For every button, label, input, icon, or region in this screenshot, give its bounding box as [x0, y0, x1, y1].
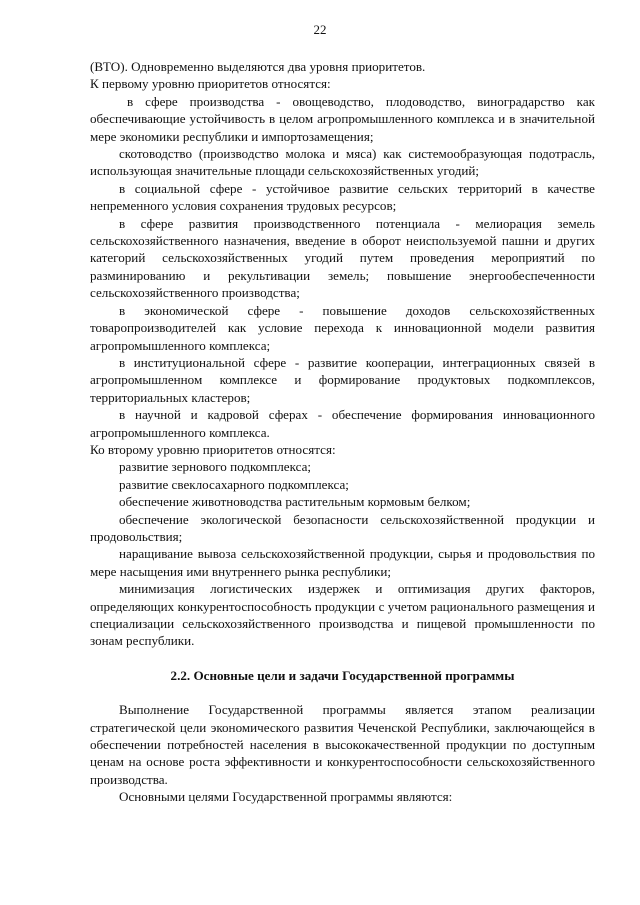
- paragraph: наращивание вывоза сельскохозяйственной продукции, сырья и продовольствия по мере насыщения ими внутреннего рынка республики;: [90, 546, 595, 579]
- goals-section: [90, 701, 595, 805]
- paragraph: обеспечение экологической безопасности сельскохозяйственной продукции и продовольствия;: [90, 511, 595, 544]
- section-heading: 2.2. Основные цели и задачи Государственной программы: [170, 667, 515, 683]
- paragraph: обеспечение животноводства растительным кормовым белком;: [119, 494, 471, 510]
- paragraph: К первому уровню приоритетов относятся:: [90, 76, 331, 92]
- paragraph: в институциональной сфере - развитие кооперации, интеграционных связей в агропромышленном комплексе и формирование продуктовых подкомплексов, территориальных кластеров;: [90, 354, 595, 405]
- paragraph: Ко второму уровню приоритетов относятся:: [90, 441, 336, 457]
- paragraph: развитие свеклосахарного подкомплекса;: [119, 476, 349, 492]
- paragraph: скотоводство (производство молока и мяса) как системообразующая подотрасль, использующая значительные площади сельскохозяйственных угодий;: [90, 146, 595, 179]
- paragraph: в научной и кадровой сферах - обеспечение формирования инновационного агропромышленного комплекса.: [90, 407, 595, 440]
- paragraph: развитие зернового подкомплекса;: [119, 459, 312, 475]
- priorities-section: [90, 58, 595, 650]
- paragraph: Выполнение Государственной программы является этапом реализации стратегической цели экономического развития Чеченской Республики, заключающейся в обеспечении потребностей населения в высококачественной продукции по доступным ценам на основе роста эффективности и конкурентоспособности сельскохозяйственного производства.: [90, 702, 595, 787]
- paragraph: (ВТО). Одновременно выделяются два уровня приоритетов.: [90, 59, 426, 74]
- page-number: 22: [313, 22, 327, 37]
- paragraph: в экономической сфере - повышение доходов сельскохозяйственных товаропроизводителей как условие перехода к инновационной модели развития агропромышленного комплекса;: [90, 302, 595, 353]
- paragraph: в сфере производства - овощеводство, плодоводство, виноградарство как обеспечивающие устойчивость в целом агропромышленного комплекса и в значительной мере экономики республики и импортозамещения;: [90, 93, 595, 144]
- paragraph: в социальной сфере - устойчивое развитие сельских территорий в качестве непременного условия сохранения трудовых ресурсов;: [90, 180, 595, 214]
- paragraph: минимизация логистических издержек и оптимизация других факторов, определяющих конкурентоспособность продукции с учетом рационального размещения и специализации сельскохозяйственного производства и пищевой промышленности по зонам республики.: [90, 581, 595, 649]
- paragraph: в сфере развития производственного потенциала - мелиорация земель сельскохозяйственного назначения, введение в оборот неиспользуемой пашни и других категорий сельскохозяйственных угодий путем проведения мероприятий по разминированию и рекультивации земель; повышение энергообеспеченности сельскохозяйственного производства;: [90, 215, 595, 301]
- document-body: [90, 58, 595, 806]
- paragraph: Основными целями Государственной программы являются:: [119, 789, 453, 805]
